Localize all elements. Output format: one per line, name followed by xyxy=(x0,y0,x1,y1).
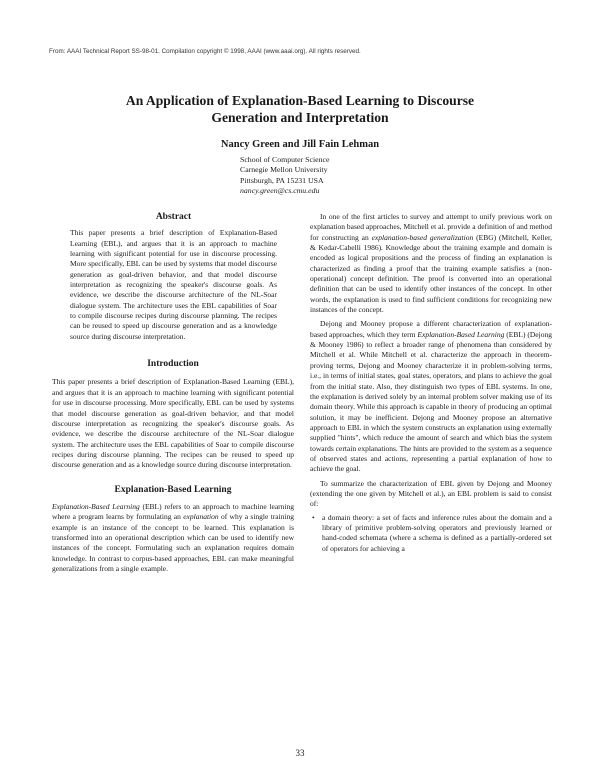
right-paragraph-1: In one of the first articles to survey and attempt to unify previous work on explanation based approaches, Mitchell et al. provide a definition of and method for constructing an explanation-based generalization (EBG) (Mitchell, Keller, & Kedar-Cabelli 1986). Knowledge about the training example and domain is encoded as logical propositions and the process of finding an explanation is characterized as finding a proof that the training example satisfies a (non-operational) concept definition. The proof is converted into an operational definition that can be used to identify other instances of the concept. In other words, the explanation is used to find sufficient conditions for recognizing new instances of the concept. xyxy=(310,212,553,315)
affiliation-school: School of Computer Science xyxy=(240,155,330,164)
ebl-term-2: Explanation-Based Learning xyxy=(417,329,505,339)
ebl-paragraph: Explanation-Based Learning (EBL) refers to an approach to machine learning where a program learns by formulating an explanation of why a single training example is an instance of the concept to be learned. This explanation is transformed into an operational description which can be used to identify new instances of the concept. Formulating such an explanation requires domain knowledge. In contrast to corpus-based approaches, EBL can make meaningful generalizations from a single example. xyxy=(52,501,295,573)
introduction-heading: Introduction xyxy=(147,359,199,370)
affiliation-block xyxy=(240,155,440,197)
right-paragraph-3: To summarize the characterization of EBL given by Dejong and Mooney (extending the one given by Mitchell et al.), an EBL problem is said to consist of: xyxy=(310,478,552,509)
page-number: 33 xyxy=(295,748,305,758)
ebl-heading: Explanation-Based Learning xyxy=(114,484,232,495)
title-line-1: An Application of Explanation-Based Learning to Discourse xyxy=(125,93,475,108)
right-column xyxy=(310,212,552,554)
right-paragraph-2: Dejong and Mooney propose a different characterization of explanation-based approaches, which they term Explanation-Based Learning (EBL) (Dejong & Mooney 1986) to reflect a broader range of phenomena than considered by Mitchell et al. While Mitchell et al. characterize the approach in theorem-proving terms, Dejong and Mooney characterize it in problem-solving terms, i.e., in terms of initial states, goal states, operators, and plans to achieve the goal from the initial state. Also, they distinguish two types of EBL systems. In one, the explanation is derived solely by an internal problem solver making use of its domain theory. While this approach is capable in theory of producing an optimal solution, it may be inefficient. Dejong and Mooney propose an alternative approach to EBL in which the system constructs an explanation using externally supplied "hints", which reduce the amount of search and which bias the system towards certain explanations. The hints are provided to the system as a sequence of observed states and actions, representing a partial explanation of how to achieve the goal. xyxy=(310,319,552,474)
list-item: • a domain theory: a set of facts and inference rules about the domain and a library of primitive problem-solving operators and previously learned or hand-coded schemata (where a schema is defined as a partially-ordered set of operators for achieving a xyxy=(322,513,552,554)
left-column xyxy=(52,212,294,574)
title-line-2: Generation and Interpretation xyxy=(211,110,389,125)
abstract-section xyxy=(52,212,294,342)
affiliation-city: Pittsburgh, PA 15231 USA xyxy=(240,175,324,185)
ebl-term: Explanation-Based Learning xyxy=(52,501,140,511)
explanation-term: explanation xyxy=(183,512,219,522)
author-names: Nancy Green and Jill Fain Lehman xyxy=(220,139,380,150)
author-email: nancy.green@cs.cmu.edu xyxy=(240,186,320,196)
paper-title xyxy=(40,92,560,126)
abstract-heading: Abstract xyxy=(155,212,192,222)
abstract-text: This paper presents a brief description of Explanation-Based Learning (EBL), and argues that it is an approach to machine learning with significant potential for use in discourse processing. More specifically, EBL can be used by systems that model discourse generation as goal-driven behavior, and that model discourse interpretation as recognizing the speaker's discourse goals. As evidence, we describe the discourse architecture of the NL-Soar dialogue system. The architecture uses the EBL capabilities of Soar to compile discourse recipes during discourse planning. The recipes can be reused to speed up discourse generation and as a knowledge source during discourse interpretation. xyxy=(70,228,277,341)
affiliation-university: Carnegie Mellon University xyxy=(240,165,328,175)
ebg-term: explanation-based generalization xyxy=(371,232,474,242)
introduction-text: This paper presents a brief description of Explanation-Based Learning (EBL), and argues that it is an approach to machine learning with significant potential for use in discourse processing. More specifically, EBL can be used by systems that model discourse generation as goal-driven behavior, and that model discourse interpretation as recognizing the speaker's discourse goals. As evidence, we describe the discourse architecture of the NL-Soar dialogue system. The architecture uses the EBL capabilities of Soar to compile discourse recipes during discourse planning. The recipes can be reused to speed up discourse generation and as a knowledge source during discourse interpretation. xyxy=(52,377,294,470)
source-note: From: AAAI Technical Report SS-98-01. Compilation copyright © 1998, AAAI (www.aaai.org). All rights reserved. xyxy=(49,48,361,55)
ebl-component-list xyxy=(310,513,552,554)
